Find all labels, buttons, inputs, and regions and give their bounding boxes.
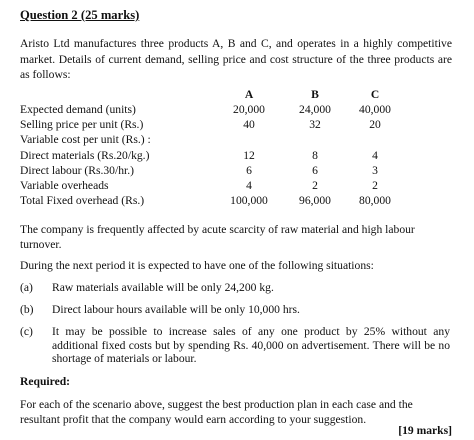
- option-text-a: Raw materials available will be only 24,200 kg.: [52, 281, 274, 294]
- cell-labour-a: 6: [246, 164, 252, 177]
- column-header-a: A: [244, 88, 254, 101]
- option-key-a: (a): [20, 281, 33, 294]
- column-header-c: C: [370, 88, 380, 101]
- row-label-selling-price: Selling price per unit (Rs.): [20, 118, 144, 131]
- cell-labour-b: 6: [312, 164, 318, 177]
- row-label-direct-labour: Direct labour (Rs.30/hr.): [20, 164, 134, 177]
- cell-price-c: 20: [369, 118, 381, 131]
- row-label-expected-demand: Expected demand (units): [20, 103, 136, 116]
- option-text-c: It may be possible to increase sales of any one product by 25% without any additional fixed costs but by spending Rs. 40,000 on advertisement. There will be no shortage of materials or labour.: [52, 325, 450, 365]
- cell-overheads-a: 4: [246, 179, 252, 192]
- cell-fixed-a: 100,000: [230, 194, 268, 207]
- cell-fixed-c: 80,000: [359, 194, 391, 207]
- intro-paragraph: Aristo Ltd manufactures three products A, B and C, and operates in a highly competitive market. Details of current demand, selling price and cost structure of the three products are as follows:: [20, 37, 452, 81]
- cell-fixed-b: 96,000: [299, 194, 331, 207]
- cell-materials-a: 12: [243, 149, 255, 162]
- row-label-direct-materials: Direct materials (Rs.20/kg.): [20, 149, 150, 162]
- row-label-variable-cost: Variable cost per unit (Rs.) :: [20, 133, 151, 146]
- cell-demand-c: 40,000: [359, 103, 391, 116]
- cell-overheads-b: 2: [312, 179, 318, 192]
- option-key-b: (b): [20, 303, 34, 316]
- option-key-c: (c): [20, 325, 33, 338]
- cell-materials-c: 4: [372, 149, 378, 162]
- paragraph-scarcity: The company is frequently affected by acute scarcity of raw material and high labour turnover.: [20, 223, 415, 251]
- option-text-b: Direct labour hours available will be only 10,000 hrs.: [52, 303, 300, 316]
- cell-price-a: 40: [243, 118, 255, 131]
- cell-labour-c: 3: [372, 164, 378, 177]
- row-label-total-fixed-overhead: Total Fixed overhead (Rs.): [20, 194, 145, 207]
- cell-demand-a: 20,000: [233, 103, 265, 116]
- row-label-variable-overheads: Variable overheads: [20, 179, 109, 192]
- required-heading: Required:: [20, 375, 71, 388]
- column-header-b: B: [311, 88, 319, 101]
- paragraph-situations: During the next period it is expected to have one of the following situations:: [20, 259, 374, 272]
- cell-materials-b: 8: [312, 149, 318, 162]
- marks-label: [19 marks]: [398, 424, 452, 437]
- question-title: Question 2 (25 marks): [20, 8, 140, 22]
- cell-overheads-c: 2: [372, 179, 378, 192]
- cell-demand-b: 24,000: [299, 103, 331, 116]
- required-text: For each of the scenario above, suggest the best production plan in each case and the resultant profit that the company would earn according to your suggestion.: [20, 398, 413, 426]
- cell-price-b: 32: [309, 118, 321, 131]
